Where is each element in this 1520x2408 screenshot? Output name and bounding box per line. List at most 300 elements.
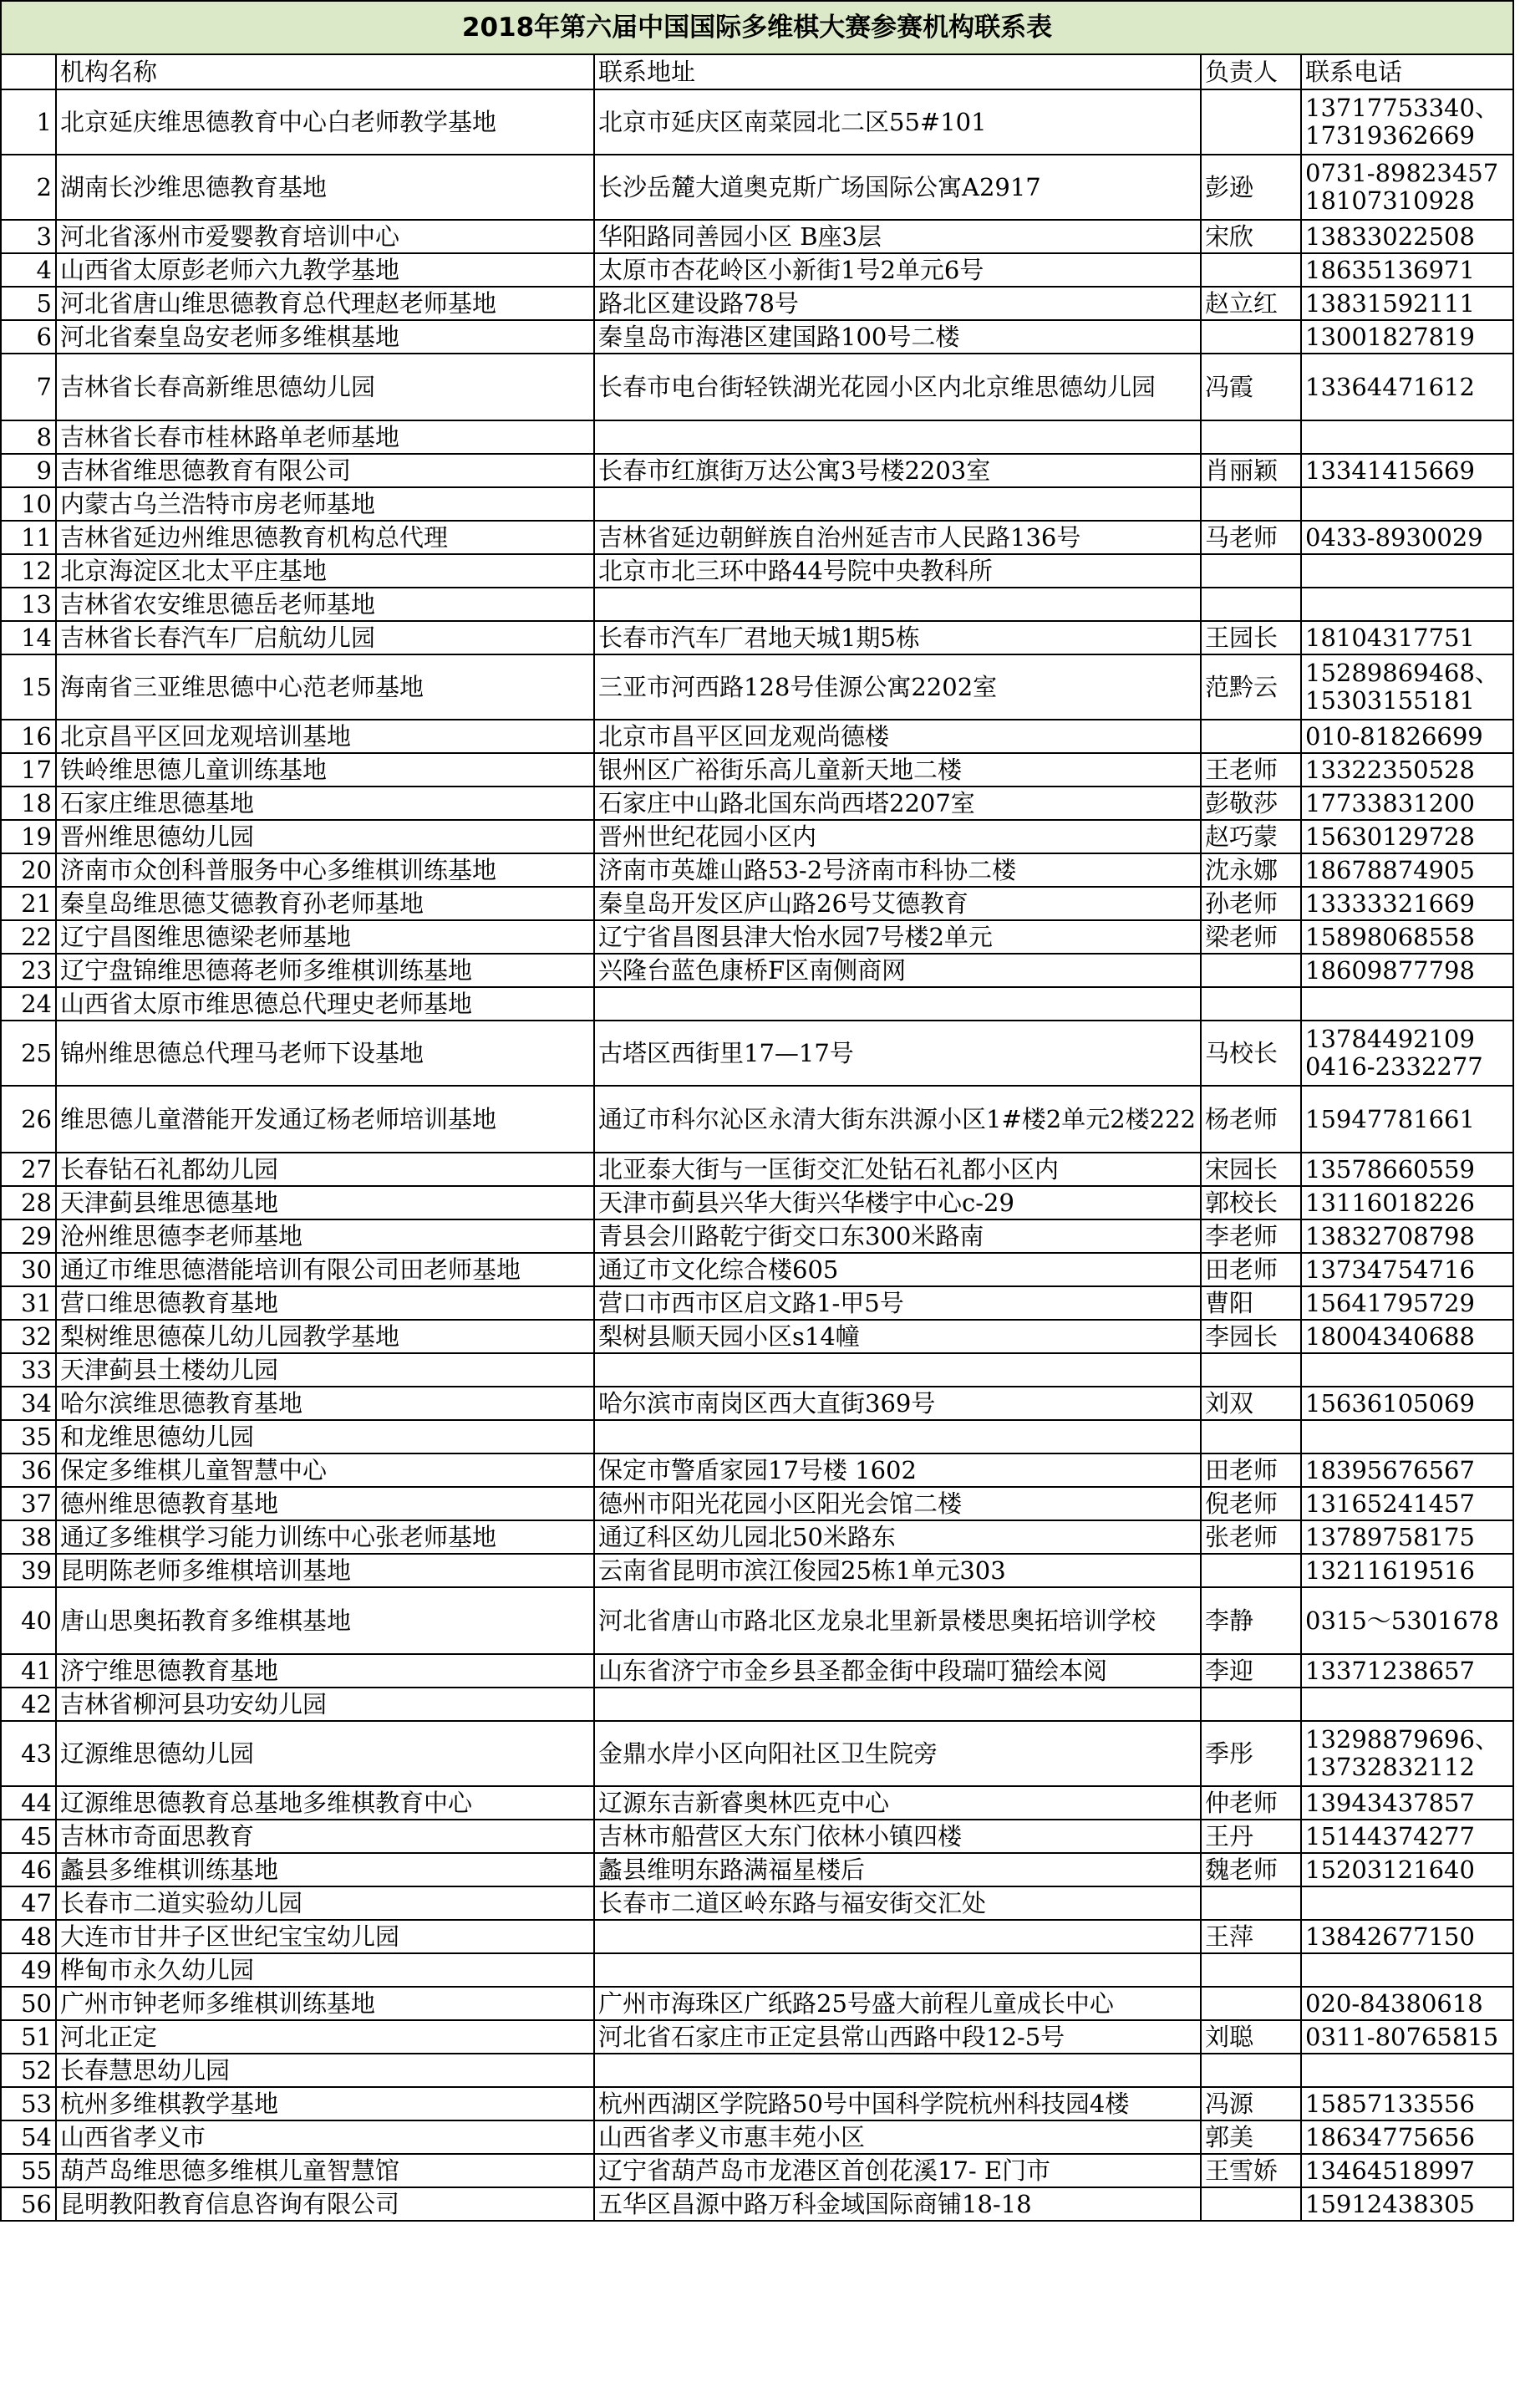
- contact-person: 张老师: [1201, 1520, 1301, 1554]
- org-name: 湖南长沙维思德教育基地: [56, 155, 594, 220]
- table-row: [1, 1587, 1513, 1654]
- address: 五华区昌源中路万科金域国际商铺18-18: [594, 2187, 1201, 2221]
- address: 通辽市文化综合楼605: [594, 1253, 1201, 1286]
- address: 石家庄中山路北国东尚西塔2207室: [594, 787, 1201, 820]
- contact-person: 李老师: [1201, 1219, 1301, 1253]
- org-name: 天津蓟县维思德基地: [56, 1186, 594, 1219]
- contact-person: 杨老师: [1201, 1086, 1301, 1153]
- phone-number: 15144374277: [1301, 1820, 1513, 1853]
- table-row: [1, 454, 1513, 487]
- phone-number: 18104317751: [1301, 621, 1513, 654]
- row-index: 9: [1, 454, 56, 487]
- phone-number: 13717753340、 17319362669: [1301, 89, 1513, 155]
- table-row: [1, 1688, 1513, 1721]
- address: [594, 1688, 1201, 1721]
- contact-person: 曹阳: [1201, 1286, 1301, 1320]
- org-name: 广州市钟老师多维棋训练基地: [56, 1987, 594, 2020]
- row-index: 6: [1, 320, 56, 354]
- address: 长春市二道区岭东路与福安街交汇处: [594, 1886, 1201, 1920]
- phone-number: 15912438305: [1301, 2187, 1513, 2221]
- contact-person: [1201, 320, 1301, 354]
- contact-person: [1201, 554, 1301, 588]
- address: 杭州西湖区学院路50号中国科学院杭州科技园4楼: [594, 2087, 1201, 2120]
- address: 青县会川路乾宁街交口东300米路南: [594, 1219, 1201, 1253]
- org-name: 杭州多维棋教学基地: [56, 2087, 594, 2120]
- row-index: 32: [1, 1320, 56, 1353]
- row-index: 41: [1, 1654, 56, 1688]
- contact-person: 马老师: [1201, 521, 1301, 554]
- contact-person: [1201, 1554, 1301, 1587]
- org-name: 长春慧思幼儿园: [56, 2054, 594, 2087]
- table-row: [1, 853, 1513, 887]
- org-name: 和龙维思德幼儿园: [56, 1420, 594, 1453]
- org-name: 沧州维思德李老师基地: [56, 1219, 594, 1253]
- org-name: 济宁维思德教育基地: [56, 1654, 594, 1688]
- phone-number: 15630129728: [1301, 820, 1513, 853]
- table-body: [1, 89, 1513, 2221]
- address: [594, 1953, 1201, 1987]
- contact-person: 肖丽颖: [1201, 454, 1301, 487]
- phone-number: 15947781661: [1301, 1086, 1513, 1153]
- address: 天津市蓟县兴华大街兴华楼宇中心c-29: [594, 1186, 1201, 1219]
- phone-number: 13001827819: [1301, 320, 1513, 354]
- row-index: 2: [1, 155, 56, 220]
- table-row: [1, 1554, 1513, 1587]
- row-index: 18: [1, 787, 56, 820]
- row-index: 25: [1, 1021, 56, 1086]
- row-index: 45: [1, 1820, 56, 1853]
- address: 北京市北三环中路44号院中央教科所: [594, 554, 1201, 588]
- row-index: 7: [1, 354, 56, 420]
- row-index: 43: [1, 1721, 56, 1786]
- address: [594, 2054, 1201, 2087]
- row-index: 47: [1, 1886, 56, 1920]
- address: 北京市延庆区南菜园北二区55#101: [594, 89, 1201, 155]
- row-index: 26: [1, 1086, 56, 1153]
- contact-person: 李静: [1201, 1587, 1301, 1654]
- phone-number: 18678874905: [1301, 853, 1513, 887]
- table-row: [1, 554, 1513, 588]
- phone-number: 15898068558: [1301, 920, 1513, 954]
- table-row: [1, 954, 1513, 987]
- table-row: [1, 787, 1513, 820]
- org-name: 德州维思德教育基地: [56, 1487, 594, 1520]
- row-index: 10: [1, 487, 56, 521]
- phone-number: 18609877798: [1301, 954, 1513, 987]
- table-row: [1, 2020, 1513, 2054]
- row-index: 4: [1, 253, 56, 287]
- row-index: 46: [1, 1853, 56, 1886]
- table-row: [1, 654, 1513, 720]
- phone-number: 13943437857: [1301, 1786, 1513, 1820]
- row-index: 30: [1, 1253, 56, 1286]
- row-index: 44: [1, 1786, 56, 1820]
- table-row: [1, 1520, 1513, 1554]
- table-row: [1, 1853, 1513, 1886]
- table-row: [1, 2154, 1513, 2187]
- row-index: 33: [1, 1353, 56, 1387]
- table-row: [1, 1387, 1513, 1420]
- row-index: 38: [1, 1520, 56, 1554]
- phone-number: 0315～5301678: [1301, 1587, 1513, 1654]
- row-index: 36: [1, 1453, 56, 1487]
- address: 蠡县维明东路满福星楼后: [594, 1853, 1201, 1886]
- row-index: 14: [1, 621, 56, 654]
- org-name: 保定多维棋儿童智慧中心: [56, 1453, 594, 1487]
- address: 广州市海珠区广纸路25号盛大前程儿童成长中心: [594, 1987, 1201, 2020]
- org-name: 吉林省维思德教育有限公司: [56, 454, 594, 487]
- phone-number: [1301, 1420, 1513, 1453]
- phone-number: 15857133556: [1301, 2087, 1513, 2120]
- address: 兴隆台蓝色康桥F区南侧商网: [594, 954, 1201, 987]
- address: 德州市阳光花园小区阳光会馆二楼: [594, 1487, 1201, 1520]
- org-name: 内蒙古乌兰浩特市房老师基地: [56, 487, 594, 521]
- address: 云南省昆明市滨江俊园25栋1单元303: [594, 1554, 1201, 1587]
- phone-number: 13116018226: [1301, 1186, 1513, 1219]
- address: 梨树县顺天园小区s14幢: [594, 1320, 1201, 1353]
- contact-person: 冯源: [1201, 2087, 1301, 2120]
- contact-person: 王雪娇: [1201, 2154, 1301, 2187]
- org-name: 梨树维思德葆儿幼儿园教学基地: [56, 1320, 594, 1353]
- org-name: 昆明陈老师多维棋培训基地: [56, 1554, 594, 1587]
- row-index: 34: [1, 1387, 56, 1420]
- address: [594, 487, 1201, 521]
- table-row: [1, 1920, 1513, 1953]
- org-name: 河北正定: [56, 2020, 594, 2054]
- address: 华阳路同善园小区 B座3层: [594, 220, 1201, 253]
- address: 长春市电台街轻铁湖光花园小区内北京维思德幼儿园: [594, 354, 1201, 420]
- address: [594, 588, 1201, 621]
- phone-number: [1301, 1886, 1513, 1920]
- table-row: [1, 220, 1513, 253]
- contact-person: 彭敬莎: [1201, 787, 1301, 820]
- org-name: 蠡县多维棋训练基地: [56, 1853, 594, 1886]
- phone-number: 15203121640: [1301, 1853, 1513, 1886]
- phone-number: [1301, 1953, 1513, 1987]
- org-name: 桦甸市永久幼儿园: [56, 1953, 594, 1987]
- address: [594, 420, 1201, 454]
- org-name: 山西省太原彭老师六九教学基地: [56, 253, 594, 287]
- org-name: 石家庄维思德基地: [56, 787, 594, 820]
- org-name: 通辽市维思德潜能培训有限公司田老师基地: [56, 1253, 594, 1286]
- table-row: [1, 920, 1513, 954]
- row-index: 13: [1, 588, 56, 621]
- org-name: 营口维思德教育基地: [56, 1286, 594, 1320]
- contact-person: 孙老师: [1201, 887, 1301, 920]
- org-name: 天津蓟县土楼幼儿园: [56, 1353, 594, 1387]
- table-row: [1, 987, 1513, 1021]
- row-index: 15: [1, 654, 56, 720]
- table-row: [1, 287, 1513, 320]
- org-name: 辽源维思德教育总基地多维棋教育中心: [56, 1786, 594, 1820]
- contact-person: [1201, 487, 1301, 521]
- phone-number: [1301, 588, 1513, 621]
- org-name: 葫芦岛维思德多维棋儿童智慧馆: [56, 2154, 594, 2187]
- contact-person: 李迎: [1201, 1654, 1301, 1688]
- table-row: [1, 320, 1513, 354]
- table-row: [1, 2120, 1513, 2154]
- org-name: 吉林省柳河县功安幼儿园: [56, 1688, 594, 1721]
- row-index: 54: [1, 2120, 56, 2154]
- address: 金鼎水岸小区向阳社区卫生院旁: [594, 1721, 1201, 1786]
- row-index: 5: [1, 287, 56, 320]
- row-index: 48: [1, 1920, 56, 1953]
- table-row: [1, 1886, 1513, 1920]
- org-name: 北京昌平区回龙观培训基地: [56, 720, 594, 753]
- contact-person: 倪老师: [1201, 1487, 1301, 1520]
- phone-number: 020-84380618: [1301, 1987, 1513, 2020]
- table-row: [1, 887, 1513, 920]
- org-name: 长春市二道实验幼儿园: [56, 1886, 594, 1920]
- contact-person: 刘双: [1201, 1387, 1301, 1420]
- contact-person: 刘聪: [1201, 2020, 1301, 2054]
- org-name: 辽源维思德幼儿园: [56, 1721, 594, 1786]
- address: 路北区建设路78号: [594, 287, 1201, 320]
- phone-number: 13833022508: [1301, 220, 1513, 253]
- table-row: [1, 621, 1513, 654]
- phone-number: 13734754716: [1301, 1253, 1513, 1286]
- phone-number: 18395676567: [1301, 1453, 1513, 1487]
- row-index: 37: [1, 1487, 56, 1520]
- table-row: [1, 753, 1513, 787]
- address: 吉林市船营区大东门依林小镇四楼: [594, 1820, 1201, 1853]
- row-index: 17: [1, 753, 56, 787]
- org-name: 吉林省长春高新维思德幼儿园: [56, 354, 594, 420]
- org-name: 大连市甘井子区世纪宝宝幼儿园: [56, 1920, 594, 1953]
- contact-person: 马校长: [1201, 1021, 1301, 1086]
- address: 营口市西市区启文路1-甲5号: [594, 1286, 1201, 1320]
- org-name: 吉林省农安维思德岳老师基地: [56, 588, 594, 621]
- table-row: [1, 521, 1513, 554]
- contact-person: 田老师: [1201, 1453, 1301, 1487]
- contact-person: 王萍: [1201, 1920, 1301, 1953]
- address: 哈尔滨市南岗区西大直街369号: [594, 1387, 1201, 1420]
- address: 秦皇岛市海港区建国路100号二楼: [594, 320, 1201, 354]
- contact-person: [1201, 1953, 1301, 1987]
- contact-person: [1201, 1420, 1301, 1453]
- org-name: 河北省涿州市爱婴教育培训中心: [56, 220, 594, 253]
- address: 古塔区西街里17—17号: [594, 1021, 1201, 1086]
- table-row: [1, 1820, 1513, 1853]
- phone-number: 13832708798: [1301, 1219, 1513, 1253]
- table-row: [1, 420, 1513, 454]
- contact-person: 王老师: [1201, 753, 1301, 787]
- table-row: [1, 1153, 1513, 1186]
- org-name: 昆明教阳教育信息咨询有限公司: [56, 2187, 594, 2221]
- contact-person: [1201, 2054, 1301, 2087]
- table-row: [1, 1786, 1513, 1820]
- phone-number: [1301, 987, 1513, 1021]
- address: [594, 987, 1201, 1021]
- phone-number: 18634775656: [1301, 2120, 1513, 2154]
- row-index: 55: [1, 2154, 56, 2187]
- row-index: 23: [1, 954, 56, 987]
- contact-person: [1201, 954, 1301, 987]
- contact-person: [1201, 1353, 1301, 1387]
- org-name: 维思德儿童潜能开发通辽杨老师培训基地: [56, 1086, 594, 1153]
- title-row: [1, 1, 1513, 54]
- org-name: 河北省唐山维思德教育总代理赵老师基地: [56, 287, 594, 320]
- row-index: 51: [1, 2020, 56, 2054]
- table-row: [1, 2187, 1513, 2221]
- org-name: 通辽多维棋学习能力训练中心张老师基地: [56, 1520, 594, 1554]
- contact-person: 冯霞: [1201, 354, 1301, 420]
- address: 辽源东吉新睿奥林匹克中心: [594, 1786, 1201, 1820]
- contact-person: [1201, 1886, 1301, 1920]
- contact-person: 田老师: [1201, 1253, 1301, 1286]
- address: 辽宁省昌图县津大怡水园7号楼2单元: [594, 920, 1201, 954]
- phone-number: 13578660559: [1301, 1153, 1513, 1186]
- address: 北亚泰大街与一匡街交汇处钻石礼都小区内: [594, 1153, 1201, 1186]
- contact-person: [1201, 420, 1301, 454]
- phone-number: 15636105069: [1301, 1387, 1513, 1420]
- row-index: 40: [1, 1587, 56, 1654]
- address: 长春市红旗街万达公寓3号楼2203室: [594, 454, 1201, 487]
- phone-number: 15289869468、 15303155181: [1301, 654, 1513, 720]
- phone-number: 17733831200: [1301, 787, 1513, 820]
- table-row: [1, 89, 1513, 155]
- org-name: 吉林市奇面思教育: [56, 1820, 594, 1853]
- address: 秦皇岛开发区庐山路26号艾德教育: [594, 887, 1201, 920]
- row-index: 20: [1, 853, 56, 887]
- contact-person: [1201, 2187, 1301, 2221]
- phone-number: 13842677150: [1301, 1920, 1513, 1953]
- contact-person: [1201, 1987, 1301, 2020]
- row-index: 31: [1, 1286, 56, 1320]
- phone-number: 18004340688: [1301, 1320, 1513, 1353]
- address: 北京市昌平区回龙观尚德楼: [594, 720, 1201, 753]
- phone-number: 18635136971: [1301, 253, 1513, 287]
- header-index: [1, 54, 56, 89]
- contact-person: 赵巧蒙: [1201, 820, 1301, 853]
- phone-number: [1301, 554, 1513, 588]
- table-row: [1, 1353, 1513, 1387]
- address: 晋州世纪花园小区内: [594, 820, 1201, 853]
- table-row: [1, 1453, 1513, 1487]
- row-index: 8: [1, 420, 56, 454]
- contact-person: 梁老师: [1201, 920, 1301, 954]
- contact-person: [1201, 987, 1301, 1021]
- org-name: 辽宁盘锦维思德蒋老师多维棋训练基地: [56, 954, 594, 987]
- table-row: [1, 1654, 1513, 1688]
- phone-number: 13341415669: [1301, 454, 1513, 487]
- row-index: 27: [1, 1153, 56, 1186]
- phone-number: [1301, 1688, 1513, 1721]
- row-index: 42: [1, 1688, 56, 1721]
- table-row: [1, 2087, 1513, 2120]
- table-row: [1, 155, 1513, 220]
- address: 保定市警盾家园17号楼 1602: [594, 1453, 1201, 1487]
- phone-number: 13464518997: [1301, 2154, 1513, 2187]
- contact-person: [1201, 588, 1301, 621]
- contact-person: 赵立红: [1201, 287, 1301, 320]
- phone-number: 0731-89823457 18107310928: [1301, 155, 1513, 220]
- org-name: 吉林省长春汽车厂启航幼儿园: [56, 621, 594, 654]
- contact-person: [1201, 720, 1301, 753]
- table-row: [1, 487, 1513, 521]
- table-row: [1, 1086, 1513, 1153]
- table-row: [1, 588, 1513, 621]
- row-index: 29: [1, 1219, 56, 1253]
- row-index: 50: [1, 1987, 56, 2020]
- address: 辽宁省葫芦岛市龙港区首创花溪17- E门市: [594, 2154, 1201, 2187]
- header-phone: 联系电话: [1301, 54, 1513, 89]
- phone-number: [1301, 487, 1513, 521]
- contact-person: [1201, 1688, 1301, 1721]
- contact-person: 郭美: [1201, 2120, 1301, 2154]
- table-row: [1, 253, 1513, 287]
- table-row: [1, 1320, 1513, 1353]
- header-row: [1, 54, 1513, 89]
- table-row: [1, 1253, 1513, 1286]
- phone-number: 0433-8930029: [1301, 521, 1513, 554]
- contact-person: 王丹: [1201, 1820, 1301, 1853]
- row-index: 12: [1, 554, 56, 588]
- phone-number: 13789758175: [1301, 1520, 1513, 1554]
- phone-number: 15641795729: [1301, 1286, 1513, 1320]
- contact-person: 仲老师: [1201, 1786, 1301, 1820]
- org-name: 铁岭维思德儿童训练基地: [56, 753, 594, 787]
- org-name: 北京延庆维思德教育中心白老师教学基地: [56, 89, 594, 155]
- row-index: 1: [1, 89, 56, 155]
- org-name: 吉林省长春市桂林路单老师基地: [56, 420, 594, 454]
- row-index: 19: [1, 820, 56, 853]
- contact-person: 郭校长: [1201, 1186, 1301, 1219]
- header-name: 机构名称: [56, 54, 594, 89]
- row-index: 49: [1, 1953, 56, 1987]
- address: 山西省孝义市惠丰苑小区: [594, 2120, 1201, 2154]
- phone-number: 13322350528: [1301, 753, 1513, 787]
- contact-person: [1201, 89, 1301, 155]
- address: 银州区广裕街乐高儿童新天地二楼: [594, 753, 1201, 787]
- phone-number: [1301, 1353, 1513, 1387]
- table-row: [1, 1953, 1513, 1987]
- row-index: 21: [1, 887, 56, 920]
- org-name: 秦皇岛维思德艾德教育孙老师基地: [56, 887, 594, 920]
- org-name: 山西省太原市维思德总代理史老师基地: [56, 987, 594, 1021]
- org-name: 海南省三亚维思德中心范老师基地: [56, 654, 594, 720]
- contact-person: 王园长: [1201, 621, 1301, 654]
- address: [594, 1920, 1201, 1953]
- contact-person: 李园长: [1201, 1320, 1301, 1353]
- table-row: [1, 1721, 1513, 1786]
- contact-person: [1201, 253, 1301, 287]
- address: 通辽市科尔沁区永清大街东洪源小区1#楼2单元2楼222: [594, 1086, 1201, 1153]
- address: 山东省济宁市金乡县圣都金街中段瑞叮猫绘本阅: [594, 1654, 1201, 1688]
- table-row: [1, 720, 1513, 753]
- org-name: 长春钻石礼都幼儿园: [56, 1153, 594, 1186]
- phone-number: 010-81826699: [1301, 720, 1513, 753]
- phone-number: 13165241457: [1301, 1487, 1513, 1520]
- row-index: 11: [1, 521, 56, 554]
- org-name: 唐山思奥拓教育多维棋基地: [56, 1587, 594, 1654]
- org-name: 辽宁昌图维思德梁老师基地: [56, 920, 594, 954]
- address: 河北省石家庄市正定县常山西路中段12-5号: [594, 2020, 1201, 2054]
- org-name: 锦州维思德总代理马老师下设基地: [56, 1021, 594, 1086]
- phone-number: 13371238657: [1301, 1654, 1513, 1688]
- address: 三亚市河西路128号佳源公寓2202室: [594, 654, 1201, 720]
- phone-number: 13364471612: [1301, 354, 1513, 420]
- row-index: 35: [1, 1420, 56, 1453]
- contact-person: 季彤: [1201, 1721, 1301, 1786]
- address: 河北省唐山市路北区龙泉北里新景楼思奥拓培训学校: [594, 1587, 1201, 1654]
- table-row: [1, 2054, 1513, 2087]
- table-row: [1, 1286, 1513, 1320]
- org-name: 北京海淀区北太平庄基地: [56, 554, 594, 588]
- phone-number: [1301, 2054, 1513, 2087]
- org-name: 济南市众创科普服务中心多维棋训练基地: [56, 853, 594, 887]
- phone-number: 13831592111: [1301, 287, 1513, 320]
